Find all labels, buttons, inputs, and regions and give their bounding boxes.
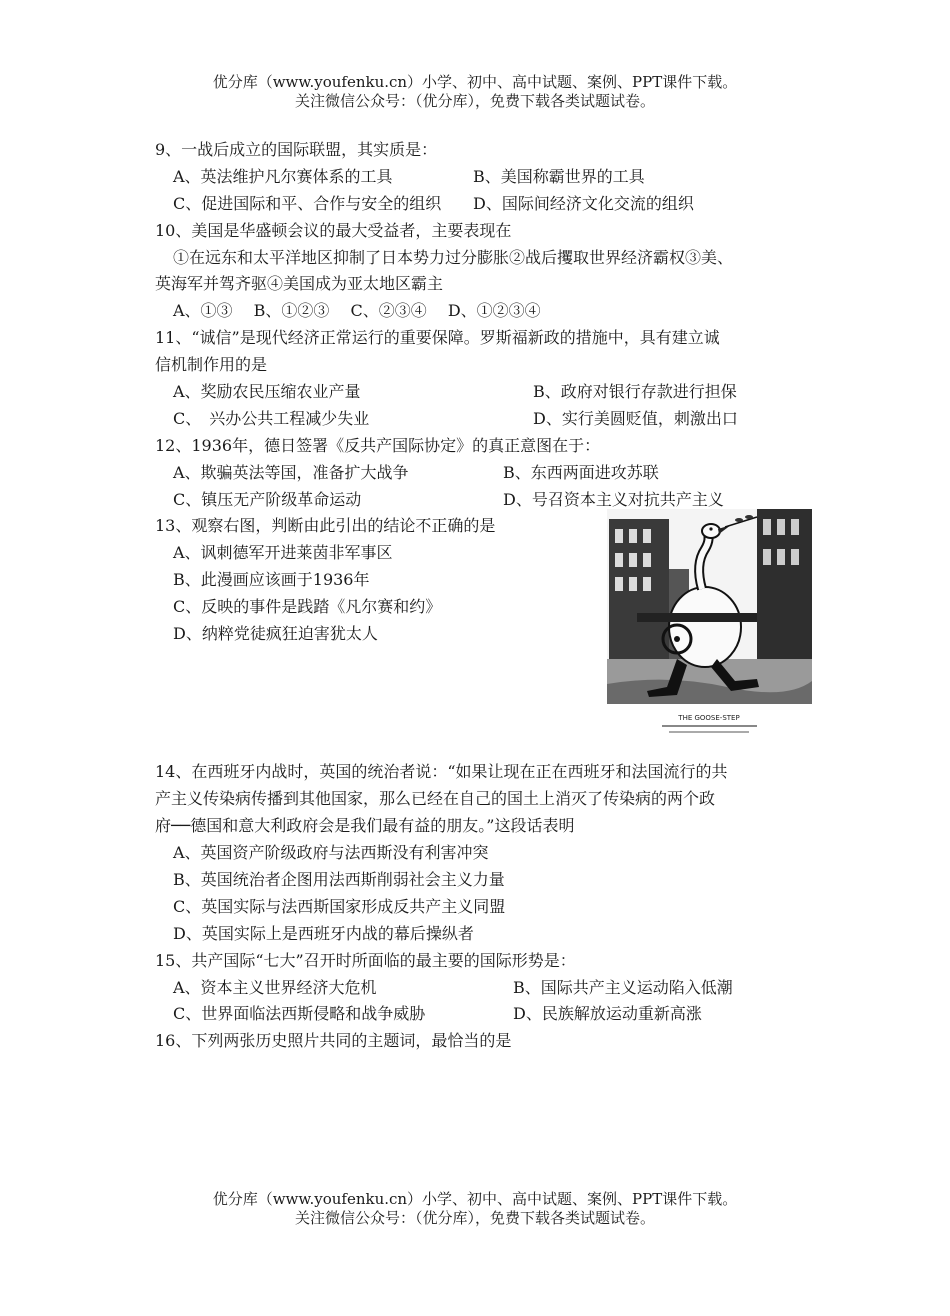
q9-options-row1 [155, 164, 815, 191]
q13-block [155, 513, 815, 745]
footer-line-1: 优分库（www.youfenku.cn）小学、初中、高中试题、案例、PPT课件下载。 [212, 1190, 738, 1208]
q9-option-d: D、国际间经济文化交流的组织 [473, 193, 694, 213]
q14-option-a: A、英国资产阶级政府与法西斯没有利害冲突 [173, 843, 489, 863]
footer-line-2: 关注微信公众号：（优分库），免费下载各类试题试卷。 [294, 1209, 655, 1227]
q13-option-b: B、此漫画应该画于1936年 [173, 570, 370, 590]
q15-option-a: A、资本主义世界经济大危机 [173, 977, 377, 997]
q13-option-c: C、反映的事件是践踏《凡尔赛和约》 [173, 597, 442, 617]
q9-option-b: B、美国称霸世界的工具 [473, 166, 645, 186]
q14-stem-cont-2: 府──德国和意大利政府会是我们最有益的朋友。”这段话表明 [155, 816, 575, 836]
page-footer [0, 1190, 950, 1228]
q14-stem-cont-1: 产主义传染病传播到其他国家，那么已经在自己的国土上消灭了传染病的两个政 [155, 789, 716, 809]
header-line-1: 优分库（www.youfenku.cn）小学、初中、高中试题、案例、PPT课件下载。 [212, 73, 738, 91]
q9-option-a: A、英法维护凡尔赛体系的工具 [173, 166, 393, 186]
q14-option-b: B、英国统治者企图用法西斯削弱社会主义力量 [173, 870, 505, 890]
q12-option-d: D、号召资本主义对抗共产主义 [503, 489, 724, 509]
q13-option-a: A、讽刺德军开进莱茵非军事区 [173, 543, 393, 563]
q11-option-d: D、实行美圆贬值，刺激出口 [533, 408, 738, 428]
page-header [0, 73, 950, 111]
q10-options: A、①③ B、①②③ C、②③④ D、①②③④ [173, 301, 541, 321]
q12-options-row1 [155, 460, 815, 487]
q15-option-b: B、国际共产主义运动陷入低潮 [513, 977, 733, 997]
q12-stem: 12、1936年，德日签署《反共产国际协定》的真正意图在于： [155, 435, 601, 455]
goose-step-cartoon-image [607, 509, 812, 741]
q15-option-c: C、世界面临法西斯侵略和战争威胁 [173, 1004, 426, 1024]
q15-options-row1 [155, 975, 815, 1002]
spacer [155, 745, 815, 759]
header-line-2: 关注微信公众号：（优分库），免费下载各类试题试卷。 [294, 92, 655, 110]
q11-stem: 11、“诚信”是现代经济正常运行的重要保障。罗斯福新政的措施中，具有建立诚 [155, 328, 720, 348]
q13-option-d: D、纳粹党徒疯狂迫害犹太人 [173, 624, 378, 644]
q12-option-c: C、镇压无产阶级革命运动 [173, 489, 362, 509]
q11-options-row2 [155, 406, 815, 433]
q16-stem: 16、下列两张历史照片共同的主题词，最恰当的是 [155, 1031, 512, 1051]
q12-option-b: B、东西两面进攻苏联 [503, 462, 659, 482]
q10-statements-2: 英海军并驾齐驱④美国成为亚太地区霸主 [155, 274, 444, 294]
cartoon-caption: THE GOOSE-STEP [678, 714, 740, 723]
q11-option-c: C、 兴办公共工程减少失业 [173, 408, 370, 428]
q10-stem: 10、美国是华盛顿会议的最大受益者，主要表现在 [155, 220, 512, 240]
q11-options-row1 [155, 379, 815, 406]
q9-options-row2 [155, 191, 815, 218]
question-list [155, 137, 815, 1055]
q14-stem: 14、在西班牙内战时，英国的统治者说：“如果让现在正在西班牙和法国流行的共 [155, 762, 728, 782]
q11-option-b: B、政府对银行存款进行担保 [533, 382, 737, 402]
q15-stem: 15、共产国际“七大”召开时所面临的最主要的国际形势是： [155, 950, 576, 970]
q11-option-a: A、奖励农民压缩农业产量 [173, 382, 361, 402]
q9-option-c: C、促进国际和平、合作与安全的组织 [173, 193, 442, 213]
q9-stem: 9、一战后成立的国际联盟，其实质是： [155, 140, 438, 159]
q15-options-row2 [155, 1001, 815, 1028]
q15-option-d: D、民族解放运动重新高涨 [513, 1004, 702, 1024]
q10-statements-1: ①在远东和太平洋地区抑制了日本势力过分膨胀②战后攫取世界经济霸权③美、 [173, 247, 734, 267]
q11-stem-cont: 信机制作用的是 [155, 355, 268, 375]
q14-option-d: D、英国实际上是西班牙内战的幕后操纵者 [173, 923, 474, 943]
q12-option-a: A、欺骗英法等国，准备扩大战争 [173, 462, 409, 482]
q13-stem: 13、观察右图，判断由此引出的结论不正确的是 [155, 516, 496, 536]
q14-option-c: C、英国实际与法西斯国家形成反共产主义同盟 [173, 896, 506, 916]
